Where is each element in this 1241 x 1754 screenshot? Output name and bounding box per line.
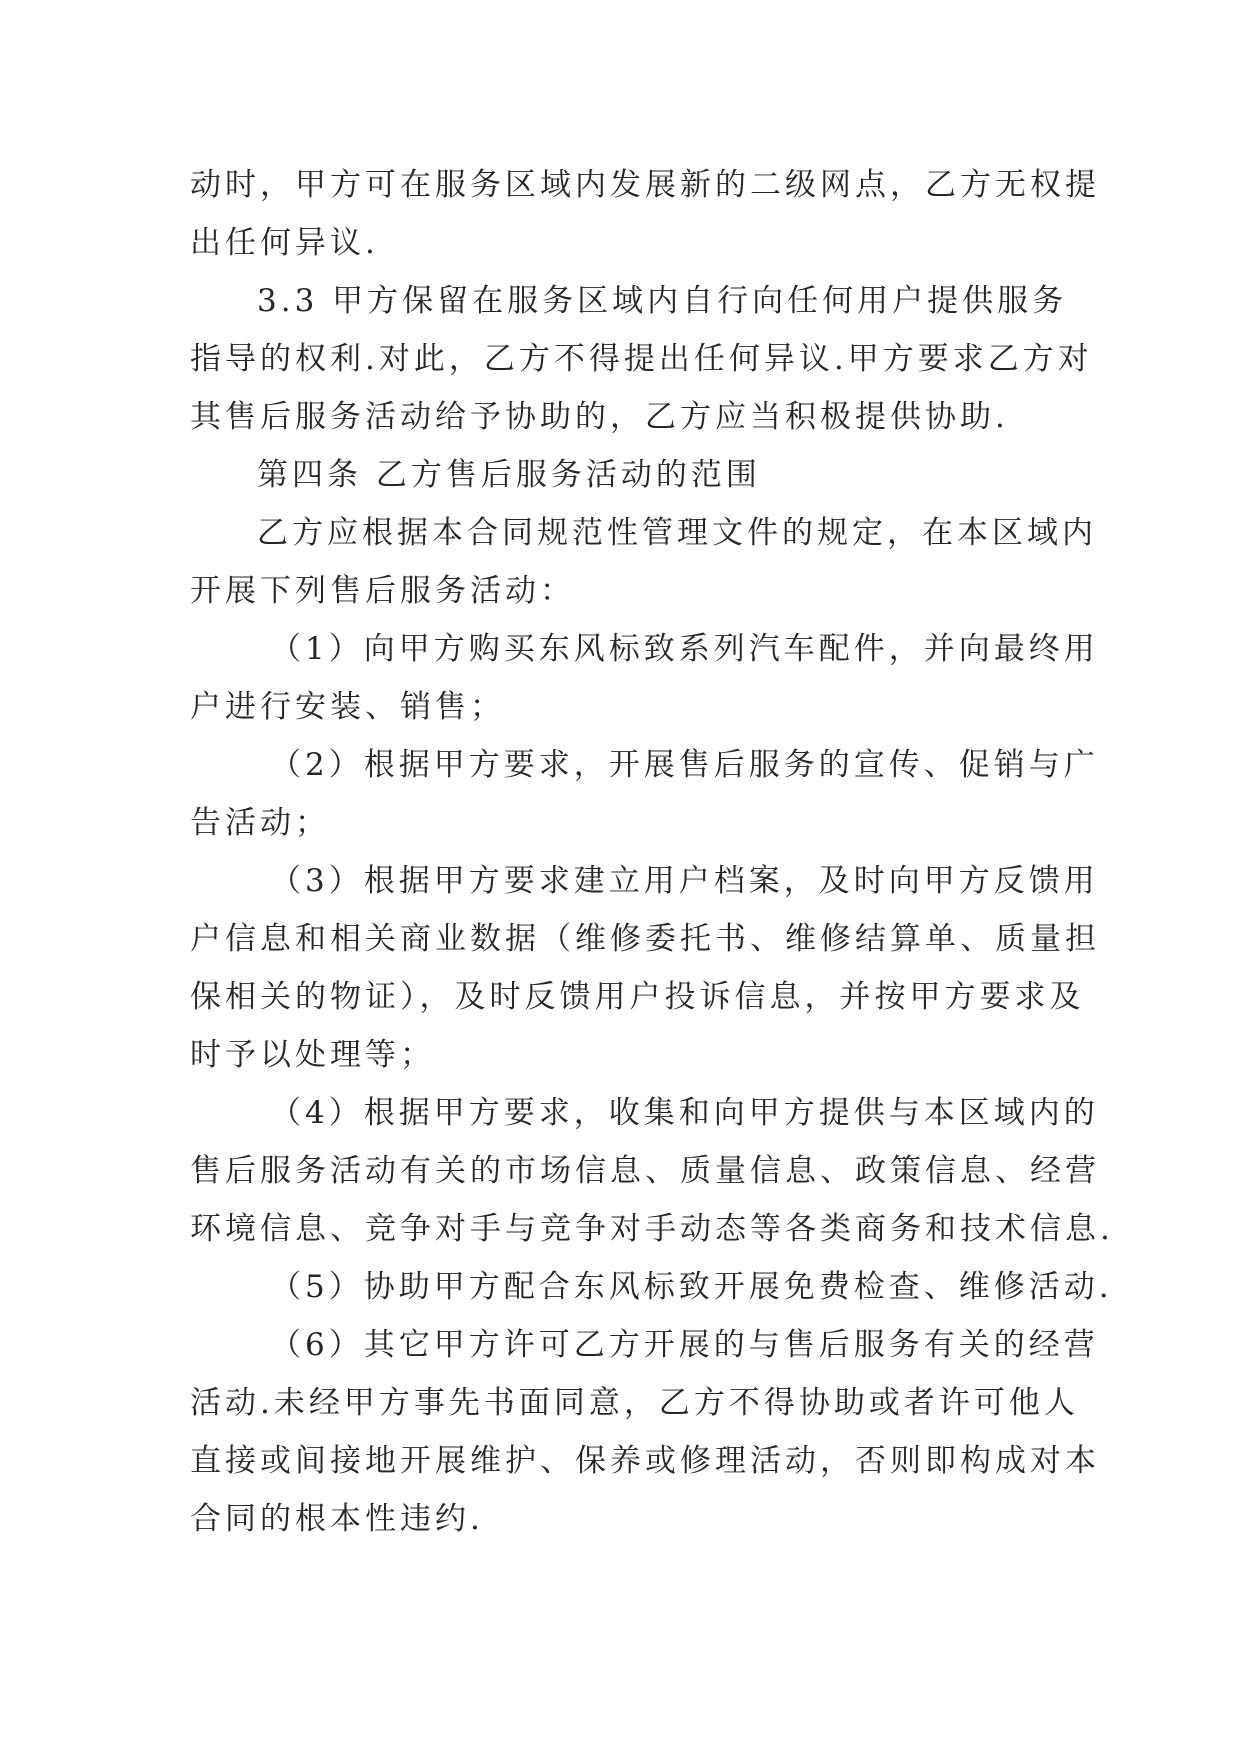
text-line: 售后服务活动有关的市场信息、质量信息、政策信息、经营 [190,1153,1100,1189]
text-line: 乙方应根据本合同规范性管理文件的规定，在本区域内 [257,515,1097,551]
list-item: （4）根据甲方要求，收集和向甲方提供与本区域内的 [270,1095,1099,1131]
text-line: 合同的根本性违约. [190,1501,484,1537]
text-line: 动时，甲方可在服务区域内发展新的二级网点，乙方无权提 [190,167,1100,203]
text-line: 告活动； [190,805,330,841]
section-heading: 第四条 乙方售后服务活动的范围 [257,457,761,493]
list-item: （1）向甲方购买东风标致系列汽车配件，并向最终用 [270,631,1099,667]
text-line: 开展下列售后服务活动： [190,573,575,609]
text-line: 3.3 甲方保留在服务区域内自行向任何用户提供服务 [257,283,1068,319]
list-item: （5）协助甲方配合东风标致开展免费检查、维修活动. [270,1269,1113,1305]
text-line: 出任何异议. [190,225,379,261]
text-line: 其售后服务活动给予协助的，乙方应当积极提供协助. [190,399,1009,435]
text-line: 时予以处理等； [190,1037,435,1073]
list-item: （6）其它甲方许可乙方开展的与售后服务有关的经营 [270,1327,1099,1363]
text-line: 指导的权利.对此，乙方不得提出任何异议.甲方要求乙方对 [190,341,1093,377]
text-line: 户信息和相关商业数据（维修委托书、维修结算单、质量担 [190,921,1100,957]
text-line: 环境信息、竞争对手与竞争对手动态等各类商务和技术信息. [190,1211,1114,1247]
text-line: 户进行安装、销售； [190,689,505,725]
text-line: 活动.未经甲方事先书面同意，乙方不得协助或者许可他人 [190,1385,1079,1421]
list-item: （3）根据甲方要求建立用户档案，及时向甲方反馈用 [270,863,1099,899]
list-item: （2）根据甲方要求，开展售后服务的宣传、促销与广 [270,747,1099,783]
text-line: 保相关的物证），及时反馈用户投诉信息，并按甲方要求及 [190,979,1085,1015]
text-line: 直接或间接地开展维护、保养或修理活动，否则即构成对本 [190,1443,1100,1479]
